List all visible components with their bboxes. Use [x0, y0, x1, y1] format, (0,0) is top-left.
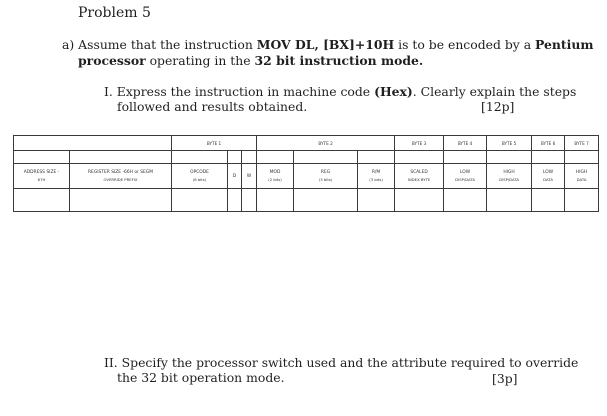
answer-cell[interactable]: [444, 188, 487, 211]
part-i-prefix: I. Express the instruction in machine code: [104, 84, 375, 99]
part-ii-points: [3p]: [492, 371, 518, 386]
answer-cell[interactable]: [242, 188, 257, 211]
field-cell: LOW DISP/DATA: [444, 164, 487, 188]
answer-cell[interactable]: [70, 188, 172, 211]
field-cell: HIGH DISP/DATA: [487, 164, 532, 188]
field-label-row: [14, 164, 599, 188]
part-a-processor: Pentium: [535, 37, 594, 52]
field-cell: HIGH DATA: [565, 164, 599, 188]
answer-cell[interactable]: [487, 188, 532, 211]
part-a-line-2: [78, 53, 423, 68]
spacer-row: [14, 151, 599, 164]
byte-header: BYTE 7: [565, 136, 599, 151]
part-i-hex: (Hex): [374, 84, 413, 99]
answer-row: [14, 188, 599, 211]
answer-cell[interactable]: [358, 188, 395, 211]
part-ii-line-2: the 32 bit operation mode.: [117, 370, 285, 385]
answer-cell[interactable]: [565, 188, 599, 211]
part-a-processor-word: processor: [78, 53, 146, 68]
field-cell: LOW DATA: [532, 164, 565, 188]
byte-header: BYTE 6: [532, 136, 565, 151]
answer-cell[interactable]: [395, 188, 444, 211]
part-i-line-1: [104, 84, 576, 99]
answer-cell[interactable]: [294, 188, 358, 211]
part-i-line-2: followed and results obtained.: [117, 99, 308, 114]
field-cell: OPCODE (6 bits): [172, 164, 228, 188]
field-cell: MOD (2 bits): [257, 164, 294, 188]
answer-cell[interactable]: [14, 188, 70, 211]
part-a-prefix: a) Assume that the instruction: [62, 37, 257, 52]
field-cell: R/M (3 bits): [358, 164, 395, 188]
field-cell: REG (3 bits): [294, 164, 358, 188]
part-a-line2-middle: operating in the: [145, 53, 255, 68]
field-cell: REGISTER SIZE -66H or SEGM OVERRIDE PREFIX: [70, 164, 172, 188]
answer-cell[interactable]: [172, 188, 228, 211]
answer-cell[interactable]: [532, 188, 565, 211]
field-cell: SCALED INDEX BYTE: [395, 164, 444, 188]
field-cell: W: [242, 164, 257, 188]
part-i-suffix: . Clearly explain the steps: [412, 84, 577, 99]
field-cell: ADDRESS SIZE - 67H: [14, 164, 70, 188]
part-ii-line-1: II. Specify the processor switch used and the attribute required to override: [104, 355, 579, 370]
problem-title: Problem 5: [78, 5, 151, 21]
answer-cell[interactable]: [257, 188, 294, 211]
byte-header: BYTE 1: [172, 136, 257, 151]
byte-header: BYTE 2: [257, 136, 395, 151]
part-a-mode: 32 bit instruction mode.: [254, 53, 424, 68]
part-a-middle: is to be encoded by a: [394, 37, 536, 52]
byte-header: BYTE 3: [395, 136, 444, 151]
instruction-format-table: [13, 135, 599, 212]
byte-header-row: [14, 136, 599, 151]
byte-header: BYTE 4: [444, 136, 487, 151]
part-i-points: [12p]: [481, 99, 515, 114]
answer-cell[interactable]: [228, 188, 242, 211]
field-cell: D: [228, 164, 242, 188]
part-a-line-1: [62, 37, 593, 52]
part-a-instruction: MOV DL, [BX]+10H: [256, 37, 395, 52]
byte-header: BYTE 5: [487, 136, 532, 151]
header-prefix-blank: [14, 136, 172, 151]
